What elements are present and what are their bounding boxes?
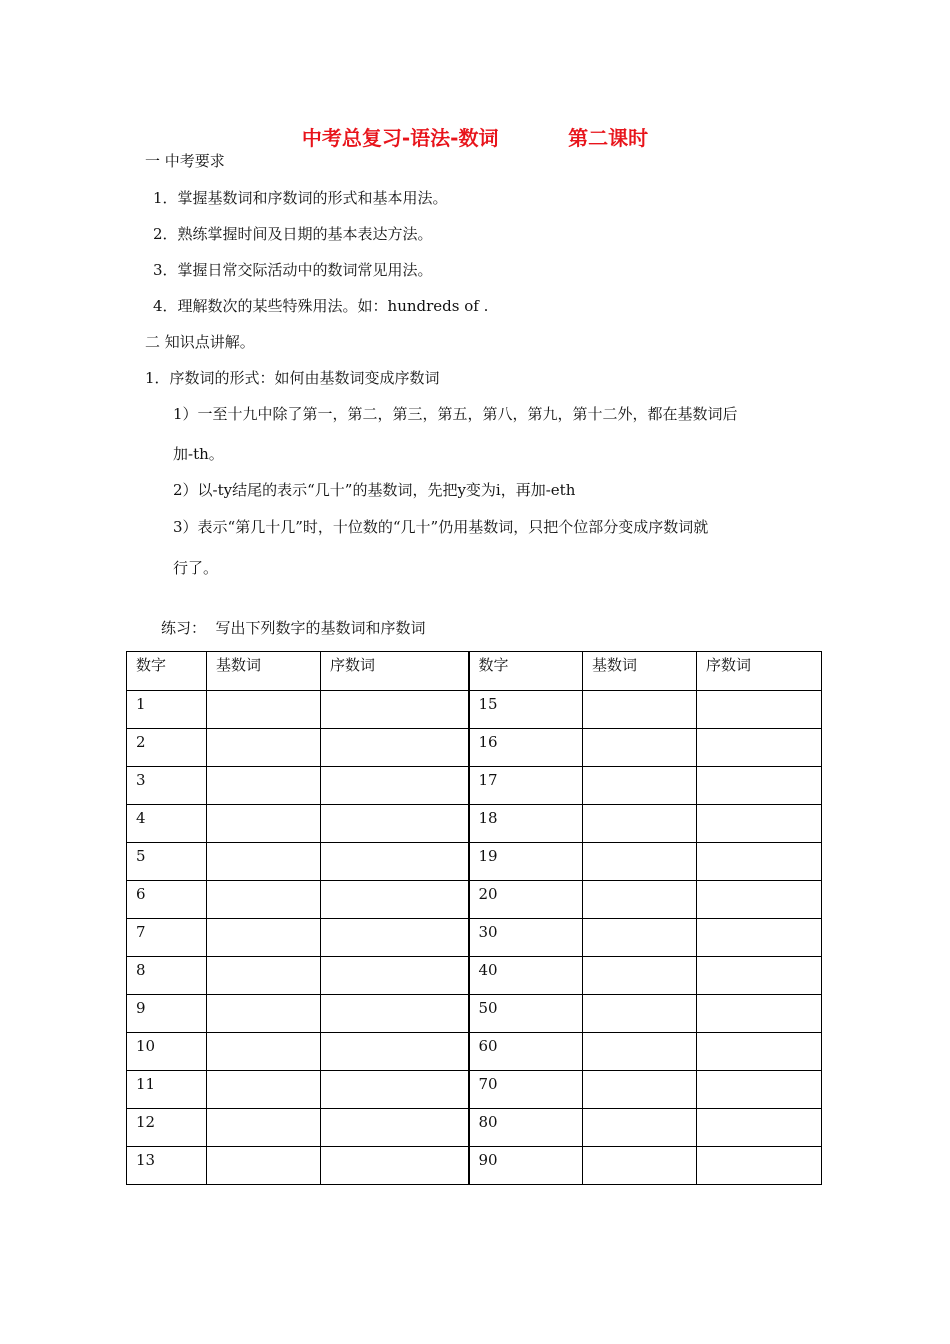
number-cell: 11 [127, 1071, 207, 1109]
requirement-item-1: 1．掌握基数词和序数词的形式和基本用法。 [153, 189, 448, 207]
rule-2: 2）以-ty结尾的表示“几十”的基数词，先把y变为i，再加-eth [173, 481, 576, 499]
ordinal-answer-cell[interactable] [321, 1033, 469, 1071]
cardinal-answer-cell[interactable] [207, 1109, 321, 1147]
ordinal-answer-cell[interactable] [321, 729, 469, 767]
number-cell: 50 [469, 995, 583, 1033]
number-cell: 40 [469, 957, 583, 995]
number-cell: 8 [127, 957, 207, 995]
table-row [127, 1033, 822, 1071]
requirement-item-3: 3．掌握日常交际活动中的数词常见用法。 [153, 261, 433, 279]
number-cell: 12 [127, 1109, 207, 1147]
ordinal-answer-cell[interactable] [697, 767, 822, 805]
table-row [127, 691, 822, 729]
header-number: 数字 [127, 652, 207, 691]
cardinal-answer-cell[interactable] [207, 843, 321, 881]
number-cell: 13 [127, 1147, 207, 1185]
header-ordinal: 序数词 [321, 652, 469, 691]
cardinal-answer-cell[interactable] [583, 691, 697, 729]
table-row [127, 1071, 822, 1109]
number-cell: 6 [127, 881, 207, 919]
ordinal-answer-cell[interactable] [697, 957, 822, 995]
cardinal-answer-cell[interactable] [583, 1071, 697, 1109]
ordinal-answer-cell[interactable] [697, 729, 822, 767]
ordinal-answer-cell[interactable] [697, 995, 822, 1033]
practice-label: 练习： 写出下列数字的基数词和序数词 [161, 619, 426, 637]
ordinal-answer-cell[interactable] [697, 1109, 822, 1147]
number-cell: 3 [127, 767, 207, 805]
cardinal-answer-cell[interactable] [583, 843, 697, 881]
number-cell: 2 [127, 729, 207, 767]
cardinal-answer-cell[interactable] [207, 995, 321, 1033]
cardinal-answer-cell[interactable] [583, 957, 697, 995]
section2-heading: 二 知识点讲解。 [145, 333, 255, 351]
ordinal-answer-cell[interactable] [321, 881, 469, 919]
knowledge-point-1: 1．序数词的形式：如何由基数词变成序数词 [145, 369, 440, 387]
table-row [127, 1109, 822, 1147]
ordinal-answer-cell[interactable] [697, 919, 822, 957]
number-cell: 7 [127, 919, 207, 957]
number-cell: 80 [469, 1109, 583, 1147]
number-cell: 5 [127, 843, 207, 881]
number-cell: 19 [469, 843, 583, 881]
number-cell: 16 [469, 729, 583, 767]
cardinal-answer-cell[interactable] [207, 1033, 321, 1071]
header-cardinal: 基数词 [207, 652, 321, 691]
requirement-item-4: 4．理解数次的某些特殊用法。如：hundreds of . [153, 297, 489, 315]
number-cell: 1 [127, 691, 207, 729]
cardinal-answer-cell[interactable] [207, 767, 321, 805]
header-number-2: 数字 [469, 652, 583, 691]
ordinal-answer-cell[interactable] [321, 767, 469, 805]
ordinal-answer-cell[interactable] [697, 1071, 822, 1109]
table-header-row [127, 652, 822, 691]
rule-1: 1）一至十九中除了第一，第二，第三，第五，第八，第九，第十二外，都在基数词后 [173, 405, 738, 423]
number-cell: 9 [127, 995, 207, 1033]
requirement-item-2: 2．熟练掌握时间及日期的基本表达方法。 [153, 225, 433, 243]
cardinal-answer-cell[interactable] [583, 995, 697, 1033]
table-row [127, 805, 822, 843]
number-cell: 10 [127, 1033, 207, 1071]
ordinal-answer-cell[interactable] [321, 1147, 469, 1185]
section1-heading: 一 中考要求 [145, 152, 225, 170]
cardinal-answer-cell[interactable] [207, 805, 321, 843]
cardinal-answer-cell[interactable] [583, 919, 697, 957]
cardinal-answer-cell[interactable] [207, 957, 321, 995]
ordinal-answer-cell[interactable] [697, 1147, 822, 1185]
cardinal-answer-cell[interactable] [583, 805, 697, 843]
table-row [127, 729, 822, 767]
table-row [127, 1147, 822, 1185]
number-cell: 70 [469, 1071, 583, 1109]
number-cell: 4 [127, 805, 207, 843]
table-row [127, 919, 822, 957]
rule-3: 3）表示“第几十几”时，十位数的“几十”仍用基数词，只把个位部分变成序数词就 [173, 518, 709, 536]
page-title: 中考总复习-语法-数词 第二课时 [301, 126, 649, 150]
header-cardinal-2: 基数词 [583, 652, 697, 691]
number-cell: 90 [469, 1147, 583, 1185]
cardinal-answer-cell[interactable] [207, 1147, 321, 1185]
ordinal-answer-cell[interactable] [321, 957, 469, 995]
cardinal-answer-cell[interactable] [207, 691, 321, 729]
rule-1-continued: 加-th。 [173, 445, 224, 463]
cardinal-answer-cell[interactable] [207, 729, 321, 767]
ordinal-answer-cell[interactable] [321, 1071, 469, 1109]
ordinal-answer-cell[interactable] [697, 881, 822, 919]
header-ordinal-2: 序数词 [697, 652, 822, 691]
cardinal-answer-cell[interactable] [583, 1109, 697, 1147]
ordinal-answer-cell[interactable] [321, 919, 469, 957]
ordinal-answer-cell[interactable] [321, 1109, 469, 1147]
table-row [127, 767, 822, 805]
ordinal-answer-cell[interactable] [321, 805, 469, 843]
number-cell: 18 [469, 805, 583, 843]
table-row [127, 995, 822, 1033]
cardinal-answer-cell[interactable] [583, 729, 697, 767]
ordinal-answer-cell[interactable] [697, 1033, 822, 1071]
cardinal-answer-cell[interactable] [583, 881, 697, 919]
table-row [127, 843, 822, 881]
cardinal-answer-cell[interactable] [207, 1071, 321, 1109]
cardinal-answer-cell[interactable] [583, 1033, 697, 1071]
ordinal-answer-cell[interactable] [321, 691, 469, 729]
table-row [127, 957, 822, 995]
number-cell: 30 [469, 919, 583, 957]
number-cell: 15 [469, 691, 583, 729]
practice-table [126, 651, 822, 1185]
ordinal-answer-cell[interactable] [321, 995, 469, 1033]
ordinal-answer-cell[interactable] [697, 843, 822, 881]
cardinal-answer-cell[interactable] [207, 919, 321, 957]
number-cell: 20 [469, 881, 583, 919]
cardinal-answer-cell[interactable] [583, 767, 697, 805]
number-cell: 17 [469, 767, 583, 805]
cardinal-answer-cell[interactable] [583, 1147, 697, 1185]
table-row [127, 881, 822, 919]
number-cell: 60 [469, 1033, 583, 1071]
cardinal-answer-cell[interactable] [207, 881, 321, 919]
ordinal-answer-cell[interactable] [321, 843, 469, 881]
ordinal-answer-cell[interactable] [697, 805, 822, 843]
ordinal-answer-cell[interactable] [697, 691, 822, 729]
rule-3-continued: 行了。 [173, 559, 219, 577]
